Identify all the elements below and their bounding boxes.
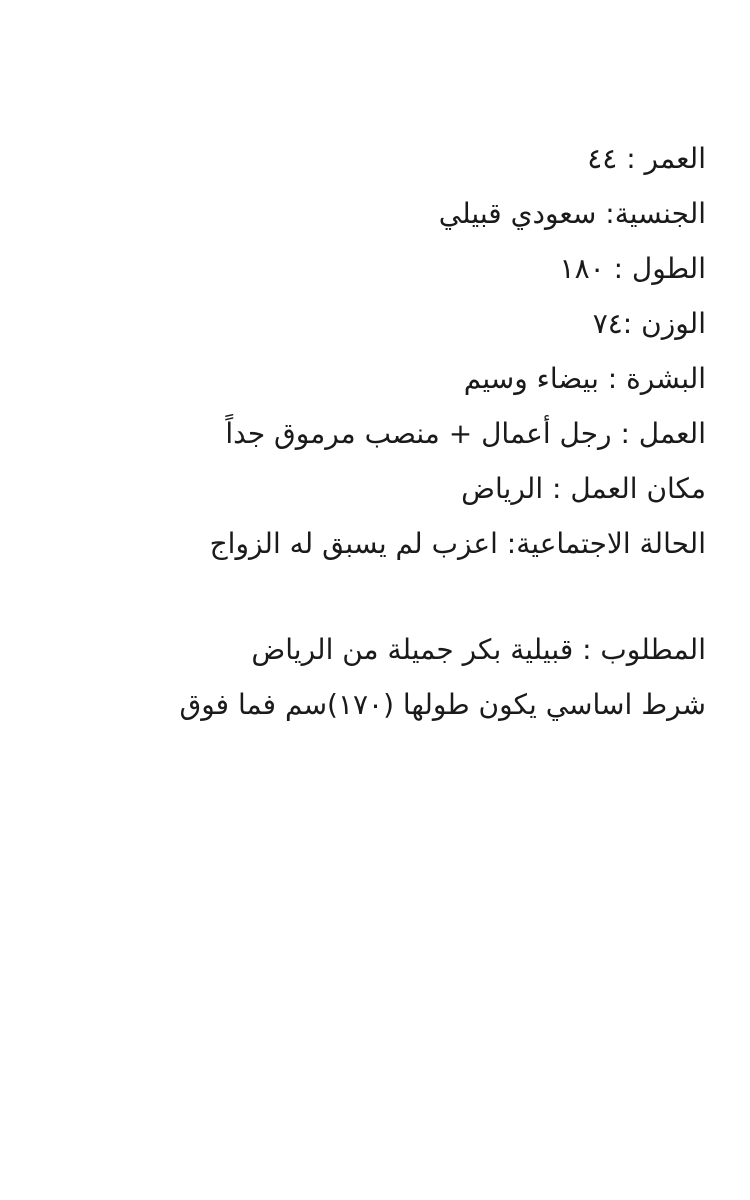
nationality-line: الجنسية: سعودي قبيلي — [438, 197, 706, 230]
workplace-line: مكان العمل : الرياض — [461, 472, 706, 505]
age-line: العمر : ٤٤ — [587, 142, 706, 175]
note-text — [20, 131, 706, 732]
weight-line: الوزن :٧٤ — [592, 307, 706, 340]
condition-line: شرط اساسي يكون طولها (١٧٠)سم فما فوق — [179, 688, 706, 721]
job-line: العمل : رجل أعمال + منصب مرموق جداً — [225, 417, 706, 450]
paragraph-gap — [20, 571, 706, 622]
marital-status-line: الحالة الاجتماعية: اعزب لم يسبق له الزواج — [209, 527, 706, 560]
height-line: الطول : ١٨٠ — [559, 252, 706, 285]
skin-line: البشرة : بيضاء وسيم — [463, 362, 706, 395]
requirement-line: المطلوب : قبيلية بكر جميلة من الرياض — [251, 633, 706, 666]
